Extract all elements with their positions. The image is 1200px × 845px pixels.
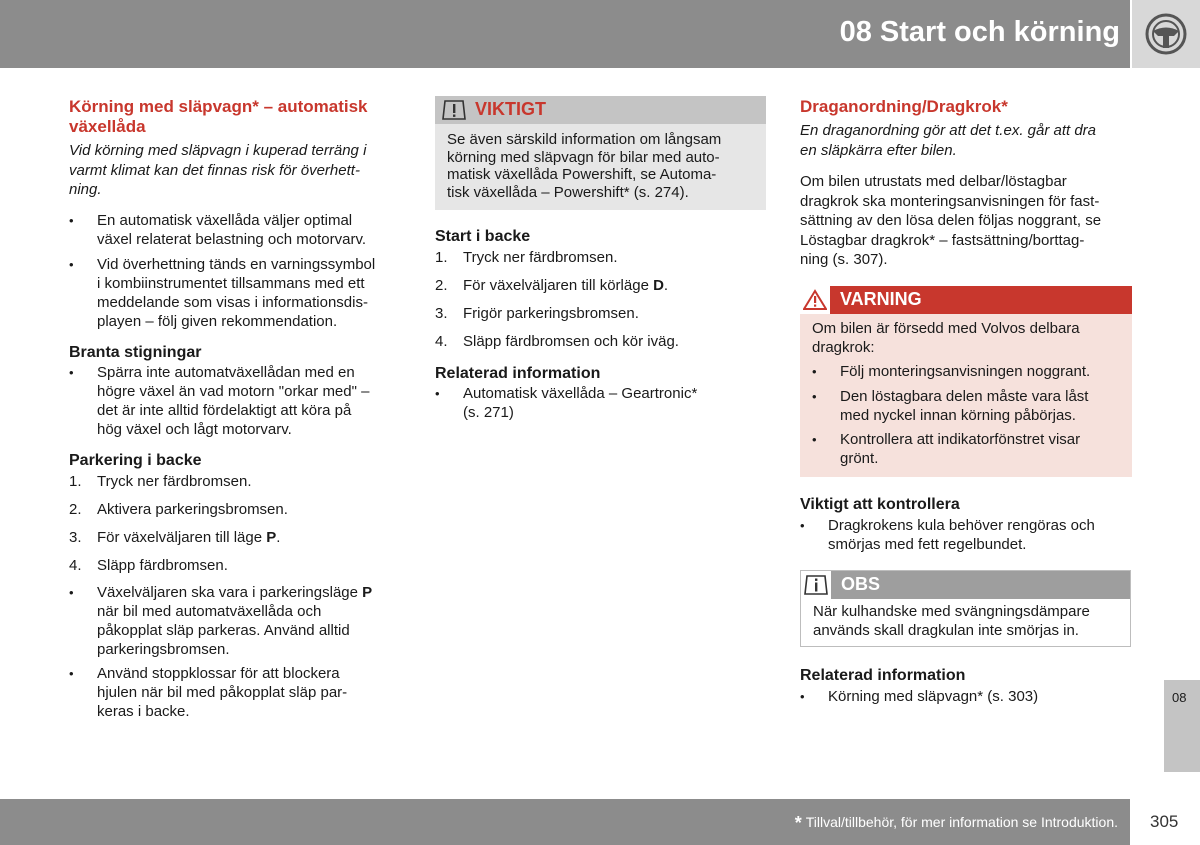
- list-item: [69, 583, 409, 659]
- intro-line: En draganordning gör att det t.ex. går att dra: [800, 122, 1097, 139]
- text-line: Kontrollera att indikatorfönstret visar: [840, 431, 1081, 448]
- subheading-check: Viktigt att kontrollera: [800, 496, 960, 513]
- text-line: hjulen när bil med påkopplat släp par-: [97, 684, 348, 701]
- note-box-header: [801, 571, 1130, 599]
- step-text: Släpp färdbromsen.: [97, 557, 228, 574]
- link-text: Körning med släpvagn* (s. 303): [828, 688, 1039, 705]
- step-text: För växelväljaren till läge: [97, 529, 267, 546]
- intro-line: varmt klimat kan det finnas risk för överhett-: [69, 161, 360, 179]
- step-number: 4.: [435, 333, 448, 350]
- intro-line: ning.: [69, 181, 102, 198]
- title-line: växellåda: [69, 117, 146, 136]
- bullet: •: [69, 365, 74, 380]
- title-line: Körning med släpvagn* – automatisk: [69, 97, 368, 116]
- step-text: För växelväljaren till körläge: [463, 277, 654, 294]
- text-line: tisk växellåda – Powershift* (s. 274).: [447, 183, 689, 201]
- list-item: [812, 387, 1122, 425]
- text-line: playen – följ given rekommendation.: [97, 313, 338, 330]
- warning-label: VARNING: [840, 289, 922, 309]
- step-number: 4.: [69, 557, 82, 574]
- step-number: 2.: [435, 277, 448, 294]
- bullet: •: [812, 364, 817, 379]
- step-number: 3.: [435, 305, 448, 322]
- bullet: •: [69, 213, 74, 228]
- list-item: [812, 430, 1122, 468]
- section-title-towbar: Draganordning/Dragkrok*: [800, 97, 1008, 116]
- step-number: 3.: [69, 529, 82, 546]
- section-intro: [69, 141, 366, 200]
- step-number: 1.: [69, 473, 82, 490]
- step-text: Tryck ner färdbromsen.: [97, 473, 252, 490]
- text-line: smörjas med fett regelbundet.: [828, 536, 1027, 553]
- warning-box: [800, 286, 1132, 477]
- step-number: 2.: [69, 501, 82, 518]
- subheading-related: Relaterad information: [435, 365, 601, 382]
- text-line: påkopplat släp parkeras. Använd alltid: [97, 622, 350, 639]
- numbered-step: [435, 248, 765, 267]
- intro-line: en släpkärra efter bilen.: [800, 141, 957, 159]
- step-number: 1.: [435, 249, 448, 266]
- warning-box-header: [800, 286, 1132, 314]
- footer-note-text: Tillval/tillbehör, för mer information se Introduktion.: [805, 814, 1118, 830]
- text-line: högre växel än vad motorn "orkar med" –: [97, 383, 370, 400]
- bullet: •: [69, 666, 74, 681]
- text-line: Den löstagbara delen måste vara låst: [840, 388, 1089, 405]
- bullet: •: [800, 689, 805, 704]
- note-text: [813, 603, 1120, 640]
- text-line: Om bilen är försedd med Volvos delbara: [812, 320, 1080, 337]
- list-item: [812, 362, 1122, 381]
- gear-letter: P: [362, 584, 373, 601]
- section-title-trailer-automatic: [69, 97, 368, 137]
- note-box: [800, 570, 1131, 647]
- bullet: •: [69, 257, 74, 272]
- text-line: växel relaterat belastning och motorvarv.: [97, 231, 367, 248]
- chapter-title: 08 Start och körning: [839, 16, 1120, 48]
- exclamation-icon: [441, 99, 467, 121]
- numbered-step: [69, 556, 409, 575]
- text-line: En automatisk växellåda väljer optimal: [97, 212, 353, 229]
- step-text: Tryck ner färdbromsen.: [463, 249, 618, 266]
- step-text: Aktivera parkeringsbromsen.: [97, 501, 288, 518]
- text-line: matisk växellåda Powershift, se Automa-: [447, 166, 717, 183]
- important-box: [435, 96, 766, 210]
- link-text: Automatisk växellåda – Geartronic*: [463, 385, 698, 402]
- page-number: 305: [1150, 812, 1179, 831]
- text-line: det är inte alltid fördelaktigt att köra på: [97, 402, 352, 419]
- text-line: med nyckel innan körning påbörjas.: [840, 407, 1076, 424]
- numbered-step: [435, 332, 765, 351]
- text-line: Spärra inte automatväxellådan med en: [97, 364, 355, 381]
- text-line: när bil med automatväxellåda och: [97, 603, 322, 620]
- text-line: i kombiinstrumentet tillsammans med ett: [97, 275, 365, 292]
- page-ref: (s. 271): [463, 404, 514, 421]
- text-line: Löstagbar dragkrok* – fastsättning/borttag-: [800, 231, 1085, 249]
- warning-triangle-icon: [803, 289, 827, 311]
- gear-letter: P: [266, 529, 277, 546]
- text-line: Vid överhettning tänds en varningssymbol: [97, 256, 376, 273]
- text-line: parkeringsbromsen.: [97, 641, 230, 658]
- text-line: Se även särskild information om långsam: [447, 131, 722, 148]
- bullet: •: [800, 518, 805, 533]
- subheading-parking: Parkering i backe: [69, 452, 202, 469]
- numbered-step: [435, 304, 765, 323]
- text-line: grönt.: [840, 450, 879, 467]
- related-link[interactable]: [800, 687, 1130, 706]
- text-line: hög växel och lågt motorvarv.: [97, 421, 292, 438]
- text-line: Använd stoppklossar för att blockera: [97, 665, 340, 682]
- warning-text: [812, 319, 1122, 357]
- list-item: [69, 255, 409, 331]
- list-item: [800, 516, 1130, 554]
- text-line: Följ monteringsanvisningen noggrant.: [840, 363, 1091, 380]
- text-line: dragkrok:: [812, 339, 875, 356]
- numbered-step: [69, 472, 409, 491]
- text-line: keras i backe.: [97, 703, 190, 720]
- intro-line: Vid körning med släpvagn i kuperad terräng i: [69, 142, 367, 159]
- chapter-tab-number: 08: [1172, 690, 1187, 705]
- text-line: ning (s. 307).: [800, 251, 888, 268]
- list-item: [69, 363, 409, 439]
- gear-letter: D: [653, 277, 664, 294]
- numbered-step: [435, 276, 765, 295]
- numbered-step: [69, 500, 409, 519]
- towbar-paragraph: [800, 172, 1101, 270]
- numbered-step: [69, 528, 409, 547]
- related-link[interactable]: [435, 384, 765, 422]
- bullet: •: [812, 389, 817, 404]
- page-footer: [0, 799, 1130, 845]
- text-line: sättning av den lösa delen följas noggrant, se: [800, 212, 1102, 229]
- important-box-header: [435, 96, 766, 124]
- text-line: körning med släpvagn för bilar med auto-: [447, 148, 720, 166]
- important-label: VIKTIGT: [475, 99, 546, 119]
- list-item: [69, 664, 409, 721]
- subheading-related: Relaterad information: [800, 667, 966, 684]
- bullet: •: [69, 585, 74, 600]
- text-line: Om bilen utrustats med delbar/löstagbar: [800, 173, 1067, 190]
- text-line: dragkrok ska monteringsanvisningen för fast-: [800, 192, 1100, 210]
- text-line: Dragkrokens kula behöver rengöras och: [828, 517, 1095, 534]
- asterisk: *: [794, 813, 802, 833]
- chapter-icon-box: [1132, 0, 1200, 68]
- step-text: .: [663, 277, 669, 294]
- steering-wheel-icon: [1144, 12, 1188, 56]
- note-label: OBS: [841, 574, 881, 594]
- subheading-steep: Branta stigningar: [69, 344, 202, 361]
- step-text: Frigör parkeringsbromsen.: [463, 305, 639, 322]
- important-text: [447, 130, 756, 202]
- info-icon: [804, 574, 828, 596]
- bullet: •: [435, 386, 440, 401]
- text-line: används skall dragkulan inte smörjas in.: [813, 621, 1079, 639]
- chapter-header: [0, 0, 1130, 68]
- chapter-tab: [1164, 680, 1200, 772]
- text-line: När kulhandske med svängningsdämpare: [813, 603, 1090, 620]
- footer-note: [795, 813, 1118, 834]
- bullet: •: [812, 432, 817, 447]
- text-line: meddelande som visas i informationsdis-: [97, 294, 368, 311]
- list-item: [69, 211, 409, 249]
- subheading-hill-start: Start i backe: [435, 228, 531, 245]
- step-text: .: [276, 529, 281, 546]
- section-intro: [800, 121, 1096, 160]
- step-text: Släpp färdbromsen och kör iväg.: [463, 333, 679, 350]
- text-line: Växelväljaren ska vara i parkeringsläge: [97, 584, 363, 601]
